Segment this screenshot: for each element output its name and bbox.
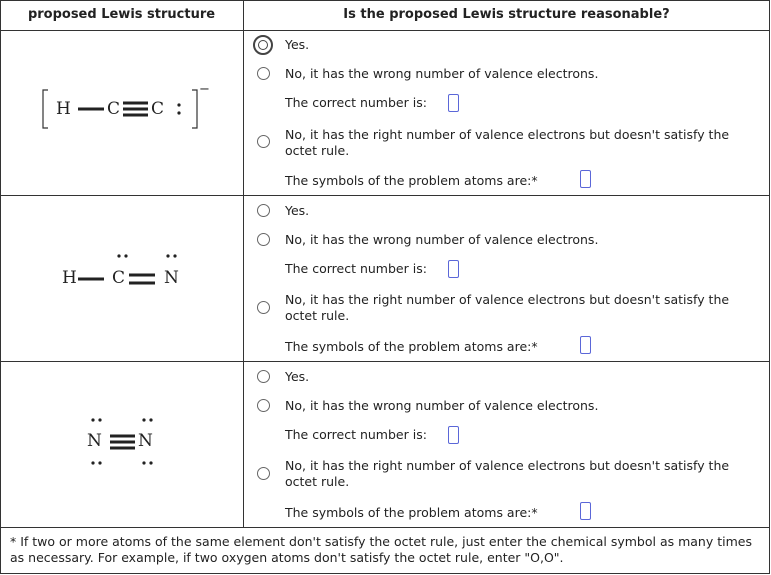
correct-number-input[interactable] xyxy=(448,426,459,444)
option-yes-radio[interactable] xyxy=(257,370,270,383)
option-wrong-count-radio[interactable] xyxy=(257,67,270,80)
option-octet-radio[interactable] xyxy=(257,301,270,314)
atom-n: N xyxy=(87,431,102,451)
atom-n: N xyxy=(164,268,179,288)
option-yes-radio[interactable] xyxy=(257,204,270,217)
option-octet-radio[interactable] xyxy=(257,467,270,480)
symbols-label: The symbols of the problem atoms are:* xyxy=(285,339,538,354)
option-octet-label: No, it has the right number of valence electrons but doesn't satisfy the xyxy=(285,127,730,142)
option-wrong-count-radio[interactable] xyxy=(257,399,270,412)
correct-number-input[interactable] xyxy=(448,94,459,112)
option-wrong-count-label: No, it has the wrong number of valence electrons. xyxy=(285,232,599,247)
option-yes-label: Yes. xyxy=(285,369,310,384)
option-octet-radio[interactable] xyxy=(257,135,270,148)
option-yes-label: Yes. xyxy=(285,37,310,52)
footnote: * If two or more atoms of the same element don't satisfy the octet rule, just enter the chemical symbol as many times as necessary. For example, if two oxygen atoms don't satisfy the octet rule, enter "O,O". xyxy=(10,534,752,565)
option-octet-label: No, it has the right number of valence electrons but doesn't satisfy the xyxy=(285,292,730,307)
correct-number-label: The correct number is: xyxy=(285,261,427,276)
atom-h: H xyxy=(56,99,71,119)
atom-c: C xyxy=(107,99,121,119)
symbols-label: The symbols of the problem atoms are:* xyxy=(285,173,538,188)
symbols-input[interactable] xyxy=(580,336,591,354)
header-reasonable: Is the proposed Lewis structure reasonable? xyxy=(343,7,670,22)
correct-number-label: The correct number is: xyxy=(285,427,427,442)
option-octet-label: No, it has the right number of valence electrons but doesn't satisfy the xyxy=(285,458,730,473)
atom-n: N xyxy=(138,431,153,451)
correct-number-input[interactable] xyxy=(448,260,459,278)
charge-label: − xyxy=(199,82,210,97)
atom-c: C xyxy=(151,99,165,119)
atom-h: H xyxy=(62,268,77,288)
header-proposed-structure: proposed Lewis structure xyxy=(27,7,216,22)
symbols-input[interactable] xyxy=(580,502,591,520)
option-wrong-count-label: No, it has the wrong number of valence electrons. xyxy=(285,66,599,81)
option-octet-label-cont: octet rule. xyxy=(285,308,350,323)
symbols-input[interactable] xyxy=(580,170,591,188)
option-wrong-count-label: No, it has the wrong number of valence electrons. xyxy=(285,398,599,413)
atom-c: C xyxy=(112,268,126,288)
symbols-label: The symbols of the problem atoms are:* xyxy=(285,505,538,520)
option-yes-radio[interactable] xyxy=(253,35,273,55)
option-yes-label: Yes. xyxy=(285,203,310,218)
option-octet-label-cont: octet rule. xyxy=(285,143,350,158)
option-octet-label-cont: octet rule. xyxy=(285,474,350,489)
correct-number-label: The correct number is: xyxy=(285,95,427,110)
option-wrong-count-radio[interactable] xyxy=(257,233,270,246)
